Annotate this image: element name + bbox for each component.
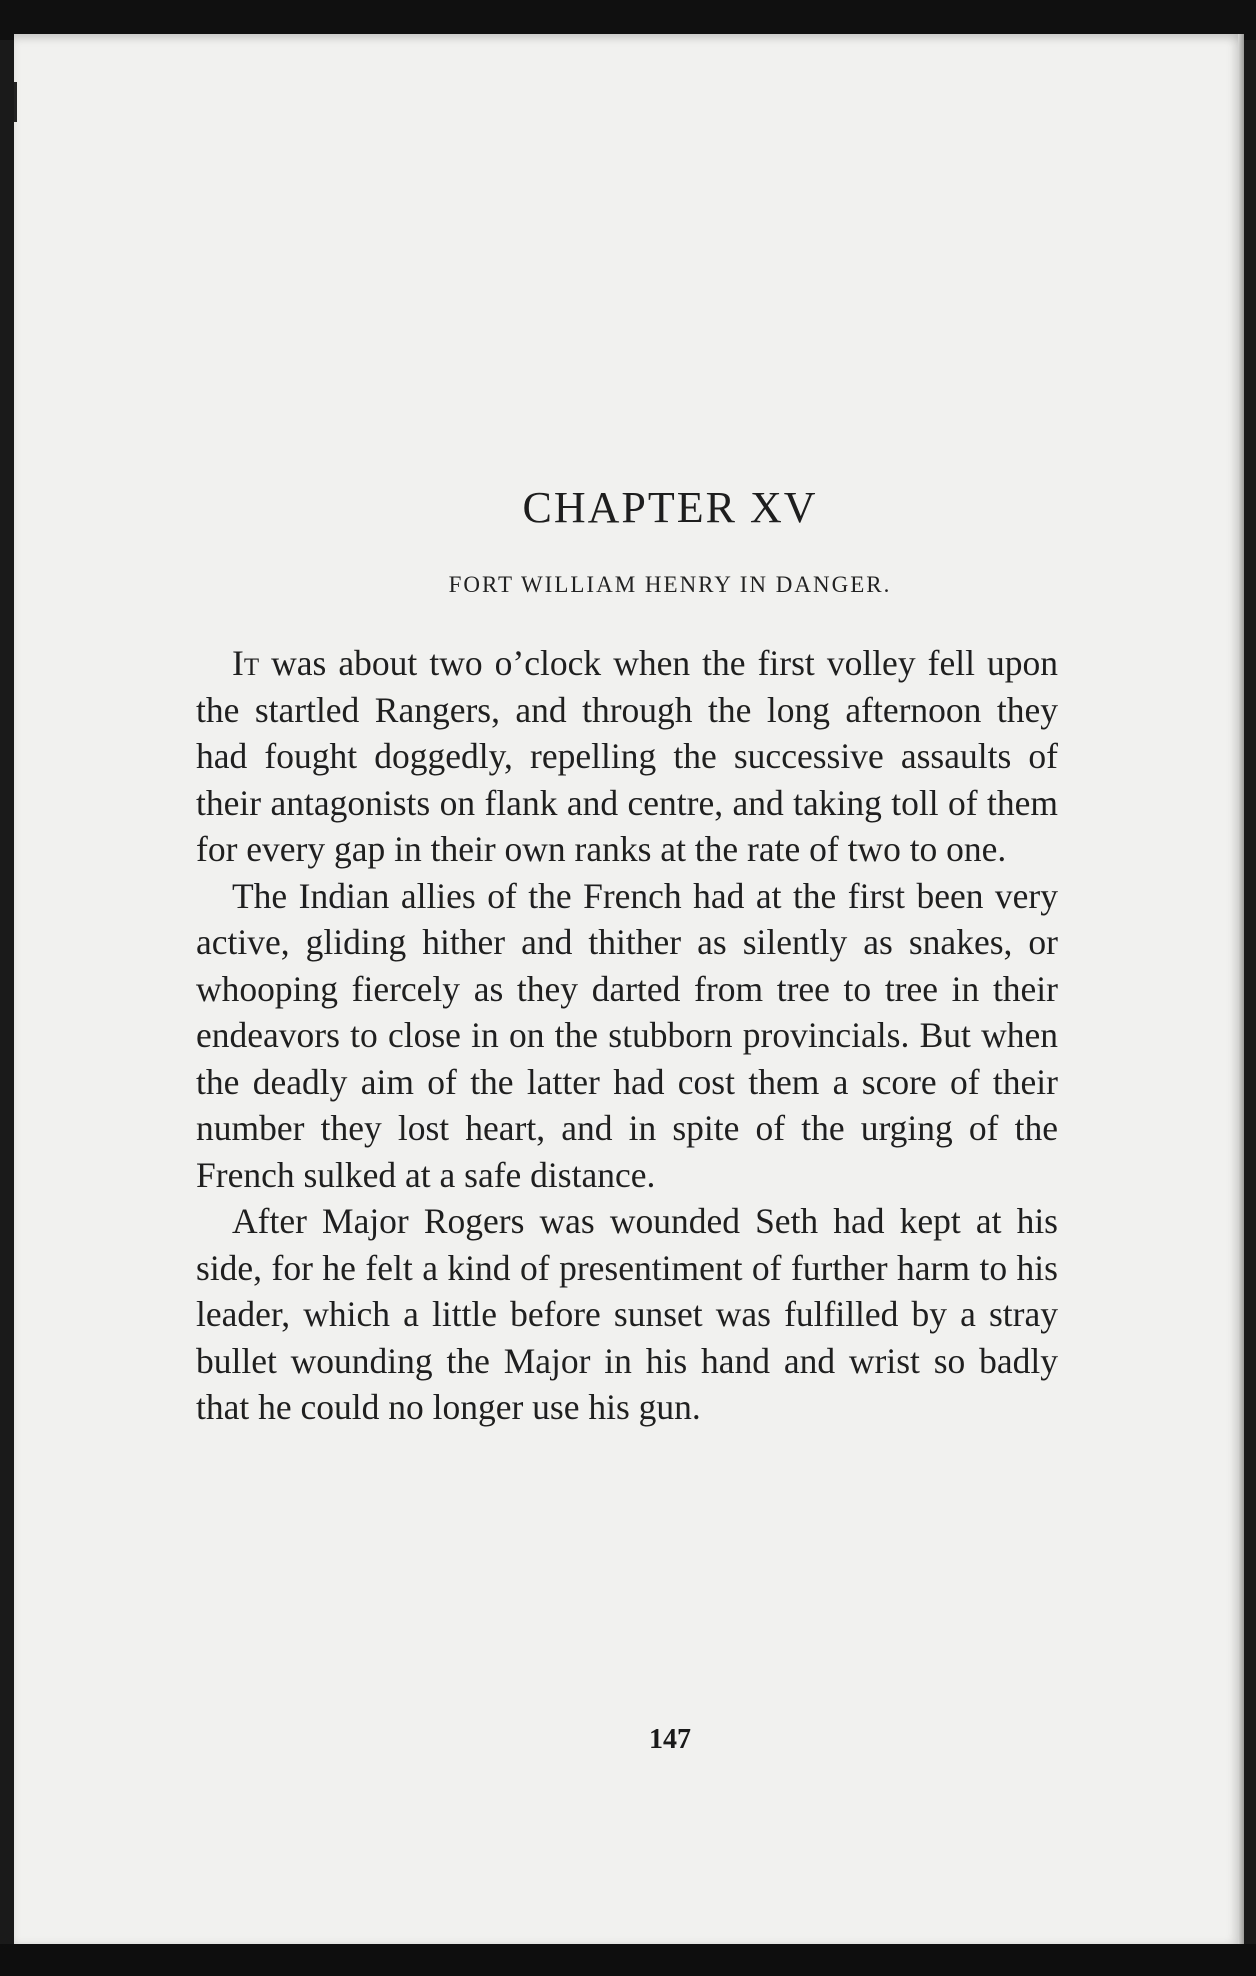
page-edge [1238,34,1244,1946]
page-number: 147 [649,1724,691,1755]
paragraph-3 [196,1198,1058,1431]
paragraph-text: After Major Rogers was wounded Seth had kept at his side, for he felt a kind of presentiment of further harm to his leader, which a little before sunset was fulfilled by a stray bullet wounding the Major in his hand and wrist so badly that he could no longer use his gun. [196,1201,1058,1427]
book-page [14,34,1244,1946]
body-text [196,640,1058,1431]
paragraph-2 [196,873,1058,1199]
chapter-title: CHAPTER XV [522,483,818,532]
paragraph-1 [196,640,1058,873]
paragraph-lead-word: It [232,643,260,683]
scan-border-bottom [0,1944,1256,1976]
chapter-subtitle: FORT WILLIAM HENRY IN DANGER. [448,572,892,597]
binding-mark [14,82,17,122]
paragraph-text: was about two o’clock when the first volley fell upon the startled Rangers, and through the long afternoon they had fought doggedly, repelling the successive assaults of their antagonists on flank and centre, and taking toll of them for every gap in their own ranks at the rate of two to one. [196,643,1058,869]
paragraph-text: The Indian allies of the French had at the first been very active, gliding hither and thither as silently as snakes, or whooping fiercely as they darted from tree to tree in their endeavors to close in on the stubborn provincials. But when the deadly aim of the latter had cost them a score of their number they lost heart, and in spite of the urging of the French sulked at a safe distance. [196,875,1058,1195]
